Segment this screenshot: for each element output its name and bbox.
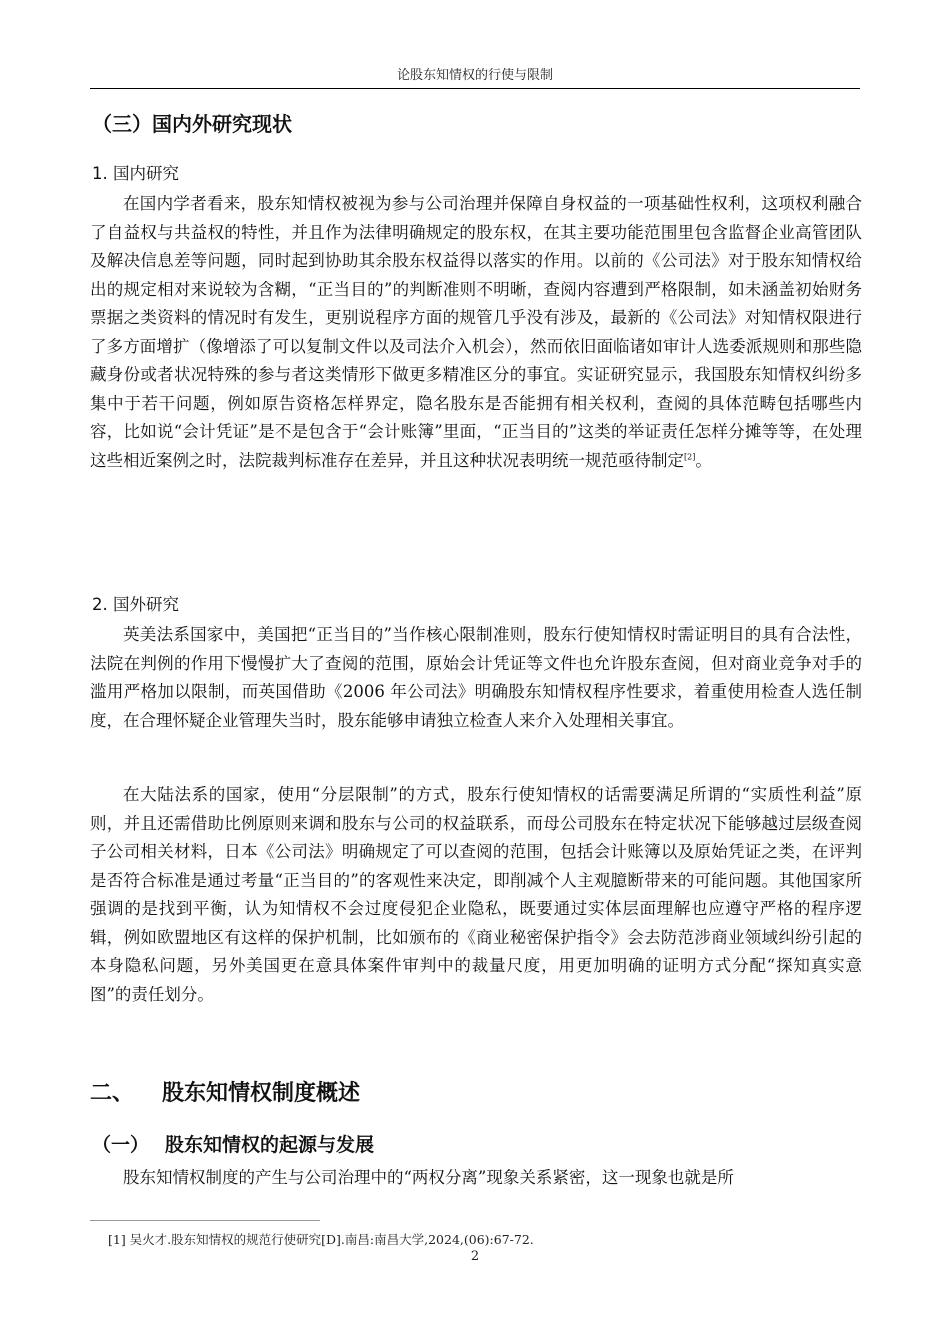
chapter-heading: [90, 1076, 360, 1107]
page-number: 2: [470, 1249, 480, 1264]
chapter-title: 股东知情权制度概述: [162, 1081, 361, 1106]
section-heading: （三）国内外研究现状: [92, 112, 292, 136]
paragraph-origin: 股东知情权制度的产生与公司治理中的“两权分离”现象关系紧密，这一现象也就是所: [123, 1168, 734, 1187]
header-rule: [90, 88, 860, 89]
section-title: 股东知情权的起源与发展: [165, 1134, 375, 1156]
subsection-heading-foreign: 2. 国外研究: [92, 595, 179, 614]
subsection-heading-domestic: 1. 国内研究: [92, 164, 179, 183]
section-number: （一）: [92, 1134, 150, 1156]
paragraph-foreign-2: 在大陆法系的国家，使用“分层限制”的方式，股东行使知情权的话需要满足所谓的“实质性利益”原则，并且还需借助比例原则来调和股东与公司的权益联系，而母公司股东在特定状况下能够越过层级查阅子公司相关材料，日本《公司法》明确规定了可以查阅的范围，包括会计账簿以及原始凭证之类，在评判是否符合标准是通过考量“正当目的”的客观性来决定，即削减个人主观臆断带来的可能问题。其他国家所强调的是找到平衡，认为知情权不会过度侵犯企业隐私，既要通过实体层面理解也应遵守严格的程序逻辑，例如欧盟地区有这样的保护机制，比如颁布的《商业秘密保护指令》会去防范涉商业领域纠纷引起的本身隐私问题，另外美国更在意具体案件审判中的裁量尺度，用更加明确的证明方式分配“探知真实意图”的责任划分。: [90, 785, 862, 1004]
chapter-number: 二、: [90, 1081, 135, 1106]
paragraph-domestic-end: 。: [695, 450, 712, 470]
running-header: 论股东知情权的行使与限制: [396, 68, 553, 83]
footnote: [1] 吴火才.股东知情权的规范行使研究[D].南昌:南昌大学,2024,(06):67-72.: [108, 1232, 534, 1247]
paragraph-foreign-1: 英美法系国家中，美国把“正当目的”当作核心限制准则，股东行使知情权时需证明目的具有合法性，法院在判例的作用下慢慢扩大了查阅的范围，原始会计凭证等文件也允许股东查阅，但对商业竞争对手的滥用严格加以限制，而英国借助《2006 年公司法》明确股东知情权程序性要求，着重使用检查人选任制度，在合理怀疑企业管理失当时，股东能够申请独立检查人来介入处理相关事宜。: [90, 625, 862, 730]
section-heading-origin: [92, 1130, 374, 1157]
footnote-rule: [90, 1220, 320, 1221]
citation-marker: [2]: [684, 452, 696, 461]
paragraph-domestic: [90, 190, 862, 475]
paragraph-domestic-text: 在国内学者看来，股东知情权被视为参与公司治理并保障自身权益的一项基础性权利，这项权利融合了自益权与共益权的特性，并且作为法律明确规定的股东权，在其主要功能范围里包含监督企业高管团队及解决信息差等问题，同时起到协助其余股东权益得以落实的作用。以前的《公司法》对于股东知情权给出的规定相对来说较为含糊，“正当目的”的判断准则不明晰，查阅内容遭到严格限制，如未涵盖初始财务票据之类资料的情况时有发生，更别说程序方面的规管几乎没有涉及，最新的《公司法》对知情权限进行了多方面增扩（像增添了可以复制文件以及司法介入机会），然而依旧面临诸如审计人选委派规则和那些隐藏身份或者状况特殊的参与者这类情形下做更多精准区分的事宜。实证研究显示，我国股东知情权纠纷多集中于若干问题，例如原告资格怎样界定，隐名股东是否能拥有相关权利，查阅的具体范畴包括哪些内容，比如说“会计凭证”是不是包含于“会计账簿”里面，“正当目的”这类的举证责任怎样分摊等等，在处理这些相近案例之时，法院裁判标准存在差异，并且这种状况表明统一规范亟待制定: [90, 194, 862, 470]
